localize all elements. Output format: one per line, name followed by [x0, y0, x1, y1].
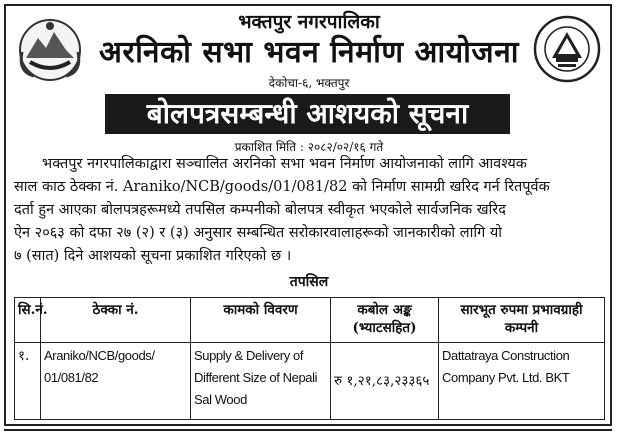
notice-body [14, 153, 604, 268]
body-line: साल काठ ठेक्का नं. Araniko/NCB/goods/01/081/82 को निर्माण सामग्री खरिद गर्न रितपूर्वक [14, 179, 550, 195]
details-title: तपसिल [289, 274, 329, 290]
cell-company: Dattatraya Construction Company Pvt. Ltd. BKT [439, 343, 605, 420]
cell-contract-no: Araniko/NCB/goods/ 01/081/82 [41, 343, 191, 420]
award-table [14, 297, 605, 420]
body-line: ऐन २०६३ को दफा २७ (२) र (३) अनुसार सम्बन्धित सरोकारवालाहरूको जानकारीको लागि यो [14, 225, 503, 241]
body-line: दर्ता हुन आएका बोलपत्रहरूमध्ये तपसिल कम्पनीको बोलपत्र स्वीकृत भएकोले सार्वजनिक खरिद [14, 202, 506, 218]
cell-description: Supply & Delivery of Different Size of Nepali Sal Wood [191, 343, 331, 420]
body-line: ७ (सात) दिने आशयको सूचना प्रकाशित गरिएको छ । [14, 248, 292, 264]
bottom-rule [4, 429, 612, 431]
header-description: कामको विवरण [191, 298, 331, 343]
notice-banner: बोलपत्रसम्बन्धी आशयको सूचना [105, 94, 510, 134]
cell-sn: १. [15, 343, 41, 420]
published-date: प्रकाशित मिति : २०८२/०२/१६ गते [234, 140, 384, 154]
municipality-name: भक्तपुर नगरपालिका [238, 11, 380, 33]
cell-amount: रु १,२१,८३,२३३६५ [331, 343, 439, 420]
body-line: भक्तपुर नगरपालिकाद्वारा सञ्चालित अरनिको सभा भवन निर्माण आयोजनाको लागि आवश्यक [42, 156, 527, 172]
header-sn: सि.नं. [15, 298, 41, 343]
table-row [15, 343, 605, 420]
table-header-row [15, 298, 605, 343]
header-amount: कबोल अङ्क (भ्याटसहित) [331, 298, 439, 343]
header-company: सारभूत रुपमा प्रभावग्राही कम्पनी [439, 298, 605, 343]
address: देकोचा-६, भक्तपुर [268, 76, 350, 90]
header-contract-no: ठेक्का नं. [41, 298, 191, 343]
project-title: अरनिको सभा भवन निर्माण आयोजना [98, 35, 520, 70]
